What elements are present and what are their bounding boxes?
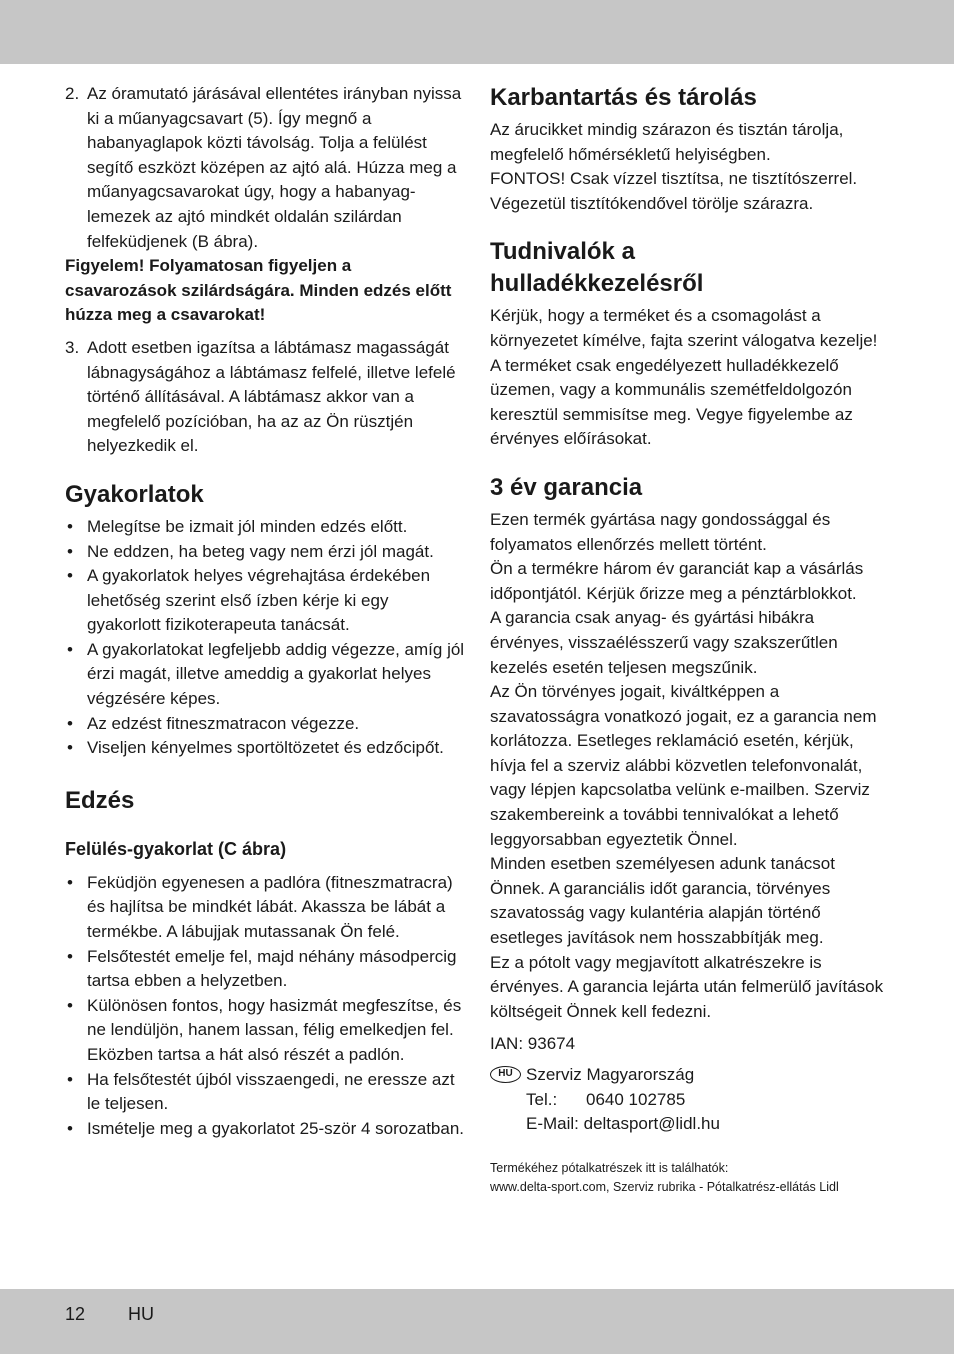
list-item: • Különösen fontos, hogy hasizmát megfeszítse, és ne lendüljön, hanem lassan, félig emelkedjen fel. Eközben tartsa a hát alsó részét a padlón. bbox=[65, 994, 465, 1068]
numbered-step-3 bbox=[65, 336, 465, 459]
paragraph: Kérjük, hogy a terméket és a csomagolást a környezetet kímélve, fajta szerint válogatva kezelje! bbox=[490, 306, 878, 350]
paragraph: Ez a pótolt vagy megjavított alkatrészekre is érvényes. A garancia lejárta után felmerülő javítások költségeit Önnek kell fedezni. bbox=[490, 952, 884, 1021]
ian-number: IAN: 93674 bbox=[490, 1034, 576, 1054]
spare-parts-note: Termékéhez pótalkatrészek itt is találhatók: www.delta-sport.com, Szerviz rubrika - Pótalkatrész-ellátás Lidl bbox=[490, 1159, 890, 1197]
list-item: • A gyakorlatok helyes végrehajtása érdekében lehetőség szerint első ízben kérje ki egy gyakorlott fizikoterapeuta tanácsát. bbox=[65, 564, 465, 638]
step-number: 3. bbox=[65, 337, 80, 357]
paragraph: A garancia csak anyag- és gyártási hibákra érvényes, visszaélésszerű vagy szakszerűtlen kezelés esetén teljesen megszűnik. bbox=[490, 608, 838, 677]
bullet-icon: • bbox=[67, 541, 73, 561]
list-item: • Felsőtestét emelje fel, majd néhány másodpercig tartsa ebben a helyzetben. bbox=[65, 945, 465, 994]
gyakorlatok-list bbox=[65, 515, 465, 761]
list-item: • Feküdjön egyenesen a padlóra (fitneszmatracra) és hajlítsa be mindkét lábát. Akassza be lábát a termékbe. A lábujjak mutassanak Ön felé. bbox=[65, 871, 465, 945]
step-text: Az óramutató járásával ellentétes irányban nyissa ki a műanyagcsavart (5). Így megnő a habanyaglapok közti távolság. Tolja a felülést segítő eszközt középen az ajtó alá. Húzza meg a műanyagcsavarokat úgy, hogy a habanyag-lemezek az ajtó mindkét oldalán szilárdan felfeküdjenek (B ábra). bbox=[87, 84, 462, 251]
list-item: • Viseljen kényelmes sportöltözetet és edzőcipőt. bbox=[65, 736, 465, 761]
header-band bbox=[0, 0, 954, 64]
language-code: HU bbox=[128, 1304, 154, 1324]
felules-list bbox=[65, 871, 465, 1142]
bullet-icon: • bbox=[67, 738, 73, 758]
paragraph: Ön a termékre három év garanciát kap a vásárlás időpontjától. Kérjük őrizze meg a pénztárblokkot. bbox=[490, 559, 864, 603]
section-title-garancia: 3 év garancia bbox=[490, 473, 643, 501]
subsection-title-felules: Felülés-gyakorlat (C ábra) bbox=[65, 838, 287, 859]
phone-number[interactable]: 0640 102785 bbox=[586, 1089, 686, 1109]
list-item: • Ismételje meg a gyakorlatot 25-ször 4 sorozatban. bbox=[65, 1117, 465, 1142]
hu-country-icon: HU bbox=[490, 1066, 521, 1083]
section-title-karbantartas: Karbantartás és tárolás bbox=[490, 84, 757, 111]
paragraph: Ezen termék gyártása nagy gondossággal és folyamatos ellenőrzés mellett történt. bbox=[490, 509, 831, 554]
list-item: • Ne eddzen, ha beteg vagy nem érzi jól magát. bbox=[65, 540, 465, 565]
bullet-icon: • bbox=[67, 1069, 73, 1089]
paragraph: A terméket csak engedélyezett hulladékkezelő üzemen, vagy a kommunális szemétfeldolgozón keresztül semmisítse meg. Vegye figyelembe az érvényes előírásokat. bbox=[490, 355, 853, 449]
service-name: Szerviz Magyarország bbox=[526, 1065, 695, 1084]
left-column bbox=[65, 82, 465, 1141]
numbered-step-2 bbox=[65, 82, 465, 254]
paragraph: FONTOS! Csak vízzel tisztítsa, ne tisztítószerrel. Végezetül tisztítókendővel törölje szárazra. bbox=[490, 169, 858, 213]
warning-text: Figyelem! Folyamatosan figyeljen a csavarozások szilárdságára. Minden edzés előtt húzza meg a csavarokat! bbox=[65, 256, 452, 325]
bullet-icon: • bbox=[67, 946, 73, 966]
list-item: • Ha felsőtestét újból visszaengedi, ne eressze azt le teljesen. bbox=[65, 1068, 465, 1117]
list-item: • A gyakorlatokat legfeljebb addig végezze, amíg jól érzi magát, illetve ameddig a gyakorlat helyes végzésére képes. bbox=[65, 638, 465, 712]
step-text: Adott esetben igazítsa a lábtámasz magasságát lábnagyságához a lábtámasz felfelé, illetve lefelé történő állításával. A lábtámasz akkor van a megfelelő pozícióban, ha az az Ön rüsztjén helyezkedik el. bbox=[87, 337, 456, 456]
service-contact bbox=[490, 1063, 890, 1137]
paragraph: Minden esetben személyesen adunk tanácsot Önnek. A garanciális időt garancia, törvényes szavatosság vagy kulantéria alapján történő esetleges javítások nem hosszabbítják meg. bbox=[490, 854, 835, 948]
step-number: 2. bbox=[65, 84, 80, 103]
service-phone: Tel.: 0640 102785 bbox=[526, 1088, 720, 1113]
bullet-icon: • bbox=[67, 713, 73, 733]
bullet-icon: • bbox=[67, 1118, 73, 1138]
paragraph: Az árucikket mindig szárazon és tisztán tárolja, megfelelő hőmérsékletű helyiségben. bbox=[490, 120, 844, 164]
spare-parts-link[interactable]: www.delta-sport.com, Szerviz rubrika - Pótalkatrész-ellátás Lidl bbox=[490, 1179, 839, 1194]
bullet-icon: • bbox=[67, 995, 73, 1015]
bullet-icon: • bbox=[67, 639, 73, 659]
list-item: • Az edzést fitneszmatracon végezze. bbox=[65, 712, 465, 737]
page-number: 12 bbox=[65, 1304, 86, 1324]
section-title-edzes: Edzés bbox=[65, 786, 135, 814]
bullet-icon: • bbox=[67, 566, 73, 586]
right-column bbox=[490, 82, 890, 1197]
list-item: • Melegítse be izmait jól minden edzés előtt. bbox=[65, 515, 465, 540]
bullet-icon: • bbox=[67, 516, 73, 536]
section-title-tudnivalok: Tudnivalók a hulladékkezelésről bbox=[490, 238, 704, 298]
section-title-gyakorlatok: Gyakorlatok bbox=[65, 480, 204, 508]
bullet-icon: • bbox=[67, 872, 73, 892]
service-email[interactable]: E-Mail: deltasport@lidl.hu bbox=[526, 1114, 720, 1134]
paragraph: Az Ön törvényes jogait, kiváltképpen a szavatosságra vonatkozó jogait, ez a garancia nem korlátozza. Esetleges reklamáció esetén, kérjük, hívja fel a szerviz alábbi közvetlen telefonvonalát, vagy lépjen kapcsolatba velünk e-mailben. Szerviz szakembereink a további tennivalókat a lehető leggyorsabban egyeztetik Önnel. bbox=[490, 682, 877, 849]
